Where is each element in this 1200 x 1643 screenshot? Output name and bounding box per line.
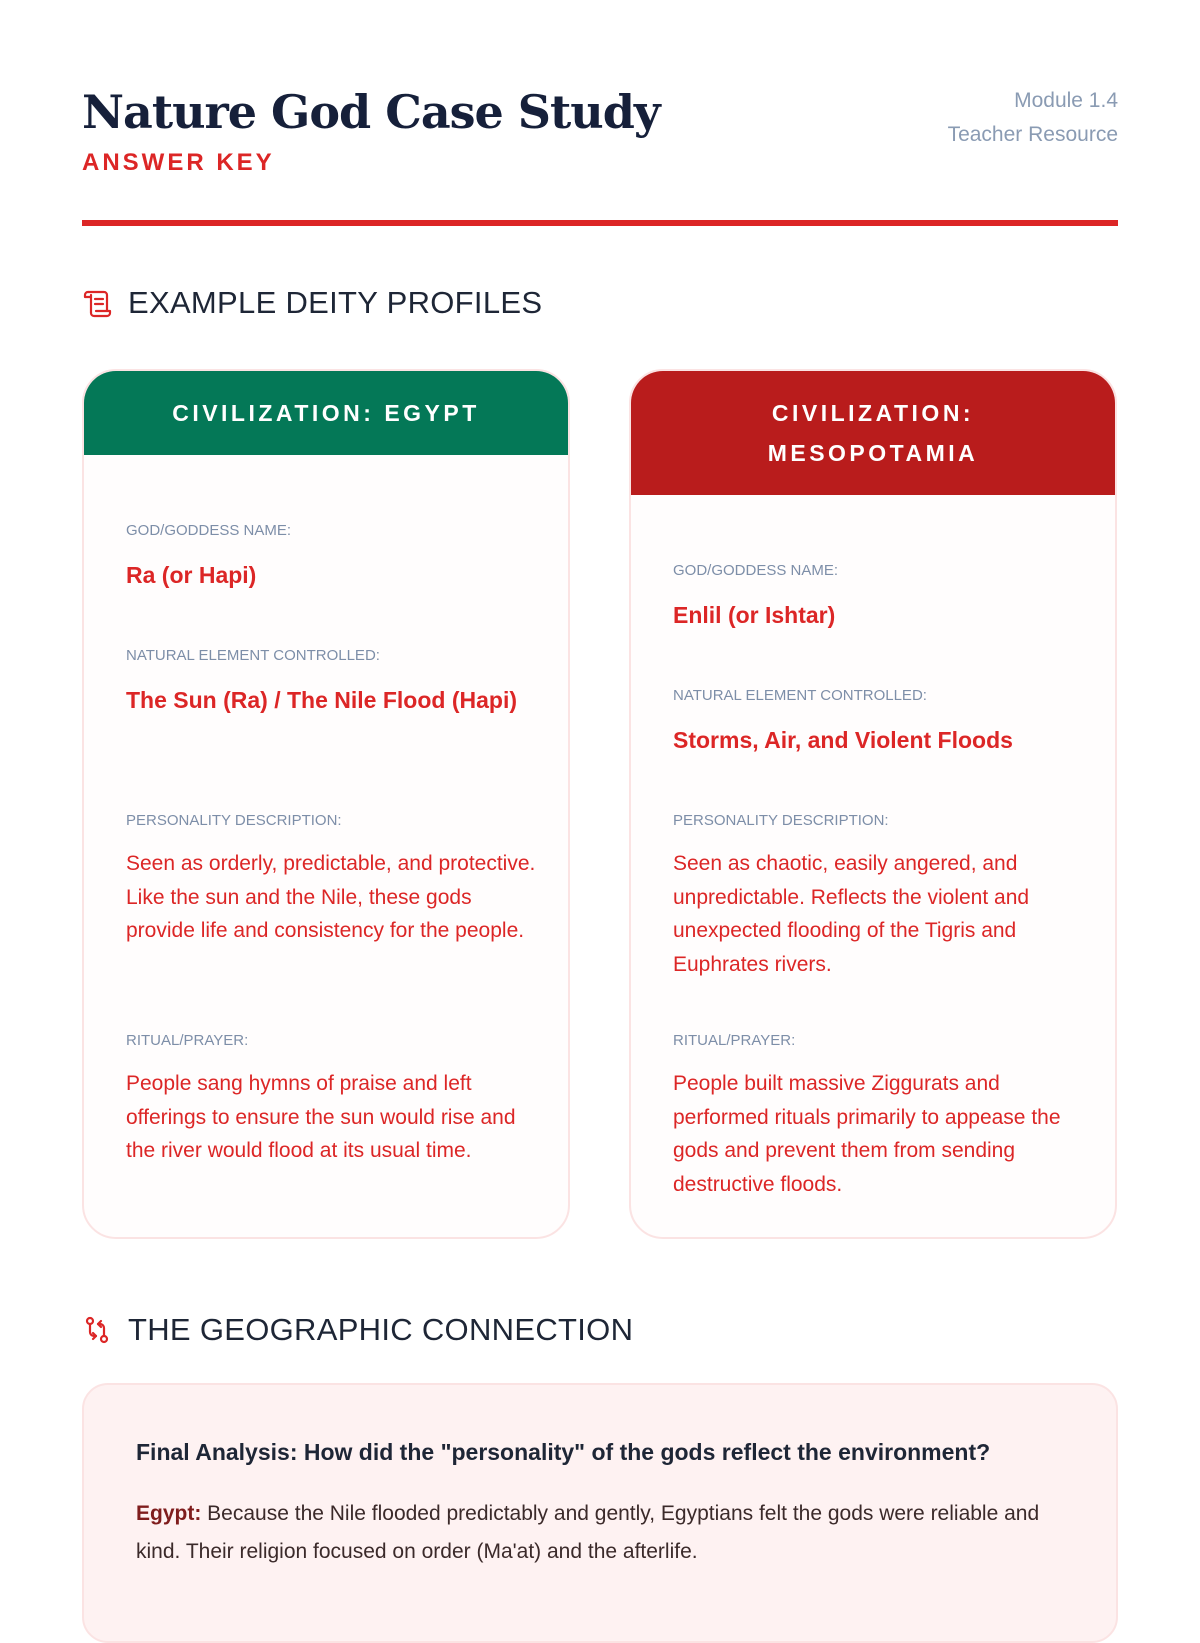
field-value: The Sun (Ra) / The Nile Flood (Hapi)	[126, 687, 517, 713]
page-title: Nature God Case Study	[82, 85, 660, 139]
analysis-egypt-lead: Egypt:	[136, 1502, 208, 1525]
section-heading-geographic	[82, 1310, 633, 1350]
field-personality	[673, 811, 1085, 981]
analysis-egypt-text: Because the Nile flooded predictably and gently, Egyptians felt the gods were reliable and kind. Their religion focused on order (Ma'at) and the afterlife.	[136, 1502, 1040, 1563]
header	[82, 84, 1118, 224]
analysis-box	[82, 1383, 1118, 1643]
field-label: NATURAL ELEMENT CONTROLLED:	[126, 647, 380, 664]
section-heading-profiles	[82, 283, 542, 323]
deity-card-mesopotamia	[629, 369, 1117, 1239]
route-icon	[82, 1315, 112, 1345]
document-meta	[948, 84, 1118, 152]
field-personality	[126, 811, 538, 948]
field-label: RITUAL/PRAYER:	[126, 1032, 249, 1049]
field-value: Enlil (or Ishtar)	[673, 602, 836, 628]
module-label: Module 1.4	[1014, 89, 1118, 112]
resource-label: Teacher Resource	[947, 123, 1118, 146]
deity-card-egypt	[82, 369, 570, 1239]
field-label: GOD/GODDESS NAME:	[673, 562, 839, 579]
analysis-egypt	[136, 1495, 1072, 1571]
analysis-question: Final Analysis: How did the "personality" of the gods reflect the environment?	[136, 1439, 991, 1465]
field-label: PERSONALITY DESCRIPTION:	[673, 812, 889, 829]
card-header: CIVILIZATION: EGYPT	[84, 371, 568, 455]
field-god-name	[673, 561, 1085, 635]
header-divider	[82, 220, 1118, 226]
field-label: NATURAL ELEMENT CONTROLLED:	[673, 687, 927, 704]
field-god-name	[126, 521, 538, 595]
field-natural-element	[126, 646, 538, 720]
scroll-icon	[82, 288, 112, 318]
section-title: THE GEOGRAPHIC CONNECTION	[128, 1312, 634, 1347]
field-ritual	[673, 1031, 1085, 1201]
field-value: Storms, Air, and Violent Floods	[673, 727, 1013, 753]
field-label: RITUAL/PRAYER:	[673, 1032, 796, 1049]
field-value: People sang hymns of praise and left offerings to ensure the sun would rise and the river would flood at its usual time.	[126, 1072, 516, 1162]
field-natural-element	[673, 686, 1085, 760]
card-header: CIVILIZATION: MESOPOTAMIA	[631, 371, 1115, 495]
field-value: Seen as orderly, predictable, and protective. Like the sun and the Nile, these gods provide life and consistency for the people.	[126, 852, 536, 942]
field-label: PERSONALITY DESCRIPTION:	[126, 812, 342, 829]
field-label: GOD/GODDESS NAME:	[126, 522, 292, 539]
field-value: Ra (or Hapi)	[126, 562, 257, 588]
field-ritual	[126, 1031, 538, 1168]
field-value: Seen as chaotic, easily angered, and unpredictable. Reflects the violent and unexpected flooding of the Tigris and Euphrates rivers.	[673, 852, 1030, 976]
page-subtitle: ANSWER KEY	[82, 149, 275, 176]
field-value: People built massive Ziggurats and performed rituals primarily to appease the gods and prevent them from sending destructive floods.	[673, 1072, 1061, 1196]
section-title: EXAMPLE DEITY PROFILES	[128, 285, 543, 320]
